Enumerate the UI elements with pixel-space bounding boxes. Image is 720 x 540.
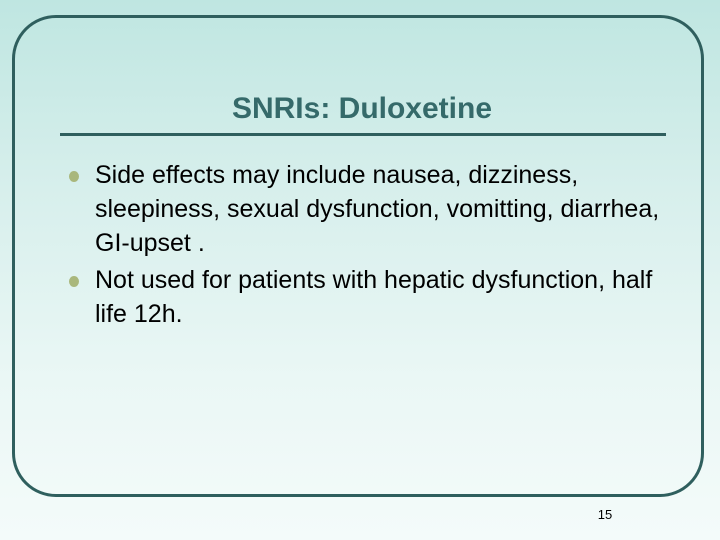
bullet-list [68,158,678,334]
bullet-text: Not used for patients with hepatic dysfunction, half life 12h. [95,266,653,328]
title-divider [60,133,666,136]
bullet-item-contraindication [68,263,678,331]
bullet-item-side-effects [68,158,678,260]
page-number: 15 [597,507,613,522]
bullet-text: Side effects may include nausea, dizziness, sleepiness, sexual dysfunction, vomitting, diarrhea, GI-upset . [95,161,660,257]
bullet-dot-icon [69,171,79,182]
bullet-dot-icon [69,276,79,287]
slide-title: SNRIs: Duloxetine [231,92,493,125]
